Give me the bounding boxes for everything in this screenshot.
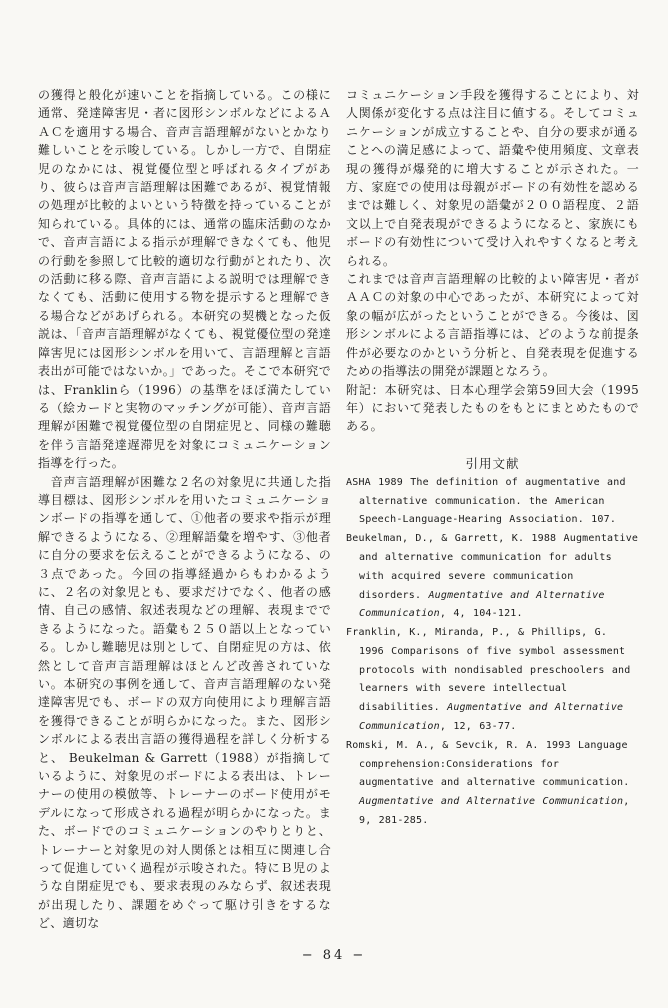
reference-text: Beukelman, D., & Garrett, K. 1988 Augmentative and alternative communication for adults with acquired severe communication disorders. — [346, 533, 639, 601]
two-column-layout — [38, 86, 639, 933]
references-list — [346, 474, 639, 831]
reference-text: ASHA 1989 The definition of augmentative and alternative communication. the American Speech-Language-Hearing Association. 107. — [346, 476, 626, 526]
body-paragraph: コミュニケーション手段を獲得することにより、対人関係が変化する点は注目に値する。そしてコミュニケーションが成立することや、自分の要求が通ることへの満足感によって、語彙や使用頻度、文章表現の獲得が爆発的に増大することが示された。一方、家庭での使用は母親がボードの有効性を認めるまでは難しく、対象児の語彙が２００語程度、２語文以上で自発表現ができるようになると、家族にもボードの有効性について受け入れやすくなると考えられる。 — [346, 88, 639, 268]
journal-title: Augmentative and Alternative Communication — [359, 702, 624, 733]
journal-title: Augmentative and Alternative Communication — [359, 796, 624, 808]
body-paragraph: の獲得と般化が速いことを指摘している。この様に通常、発達障害児・者に図形シンボルなどによるＡＡＣを適用する場合、音声言語理解がないとかなり難しいことを示唆している。しかし一方で、自閉症児のなかには、視覚優位型と呼ばれるタイプがあり、彼らは音声言語理解は困難であるが、視覚情報の処理が比較的よいという特徴を持っていることが知られている。具体的には、通常の臨床活動のなかで、音声言語による指示が理解できなくても、他児の行動を参照して比較的適切な行動がとれたり、次の活動に移る際、音声言語による説明では理解できなくても、活動に使用する物を提示すると理解できる場合などがあげられる。本研究の契機となった仮説は、「音声言語理解がなくても、視覚優位型の発達障害児には図形シンボルを用いて、言語理解と言語表出が可能ではないか。」であった。そこで本研究では、Franklinら（1996）の基準をほぼ満たしている（絵カードと実物のマッチングが可能）、音声言語理解が困難で視覚優位型の自閉症児と、同様の難聴を伴う言語発達遅滞児を対象にコミュニケーション指導を行った。 — [38, 88, 331, 471]
postscript-note: 附記：本研究は、日本心理学会第59回大会（1995年）において発表したものをもとにまとめたものである。 — [346, 382, 639, 434]
reference-item — [346, 474, 639, 530]
references-heading: 引用文献 — [465, 455, 520, 471]
left-column — [38, 86, 331, 933]
reference-text: , 9, 281-285. — [359, 796, 630, 827]
right-column — [346, 86, 639, 933]
page-number: − 84 − — [301, 948, 367, 963]
reference-text: , 4, 104-121. — [439, 608, 523, 620]
reference-text: Romski, M. A., & Sevcik, R. A. 1993 Language comprehension:Considerations for augmentative and alternative communication. — [346, 739, 630, 789]
body-paragraph: これまでは音声言語理解の比較的よい障害児・者がＡＡＣの対象の中心であったが、本研究によって対象の幅が広がったということができる。今後は、図形シンボルによる言語指導には、どのような前提条件が必要なのかという分析と、自発表現を促進するための指導法の開発が課題となろう。 — [346, 272, 639, 379]
body-paragraph: 音声言語理解が困難な２名の対象児に共通した指導目標は、図形シンボルを用いたコミュニケーションボードの指導を通して、①他者の要求や指示が理解できるようになる、②理解語彙を増やす、③他者に自分の要求を伝えることができるようになる、の３点であった。今回の指導経過からもわかるように、２名の対象児とも、要求だけでなく、他者の感情、自己の感情、叙述表現などの理解、表現までできるようになった。語彙も２５０語以上となっている。しかし難聴児は別として、自閉症児の方は、依然として音声言語理解はほとんど改善されていない。本研究の事例を通して、音声言語理解のない発達障害児でも、ボードの双方向使用により理解言語を獲得できることが明らかになった。また、図形シンボルによる表出言語の獲得過程を詳しく分析すると、 Beukelman & Garrett（1988）が指摘しているように、対象児のボードによる表出は、トレーナーの使用の模倣等、トレーナーのボード使用がモデルになって形成される過程が明らかになった。また、ボードでのコミュニケーションのやりとりと、トレーナーと対象児の対人関係とは相互に関連し合って促進していく過程が示唆された。特にＢ児のような自閉症児でも、要求表現のみならず、叙述表現が出現したり、課題をめぐって駆け引きをするなど、適切な — [38, 474, 331, 931]
reference-text: , 12, 63-77. — [439, 721, 517, 733]
reference-item — [346, 624, 639, 737]
reference-text: Franklin, K., Miranda, P., & Phillips, G. 1996 Comparisons of five symbol assessment protocols with nondisabled preschoolers and learners with severe intellectual disabilities. — [346, 627, 631, 714]
reference-item — [346, 737, 639, 831]
reference-item — [346, 530, 639, 624]
journal-title: Augmentative and Alternative Communication — [359, 589, 605, 620]
